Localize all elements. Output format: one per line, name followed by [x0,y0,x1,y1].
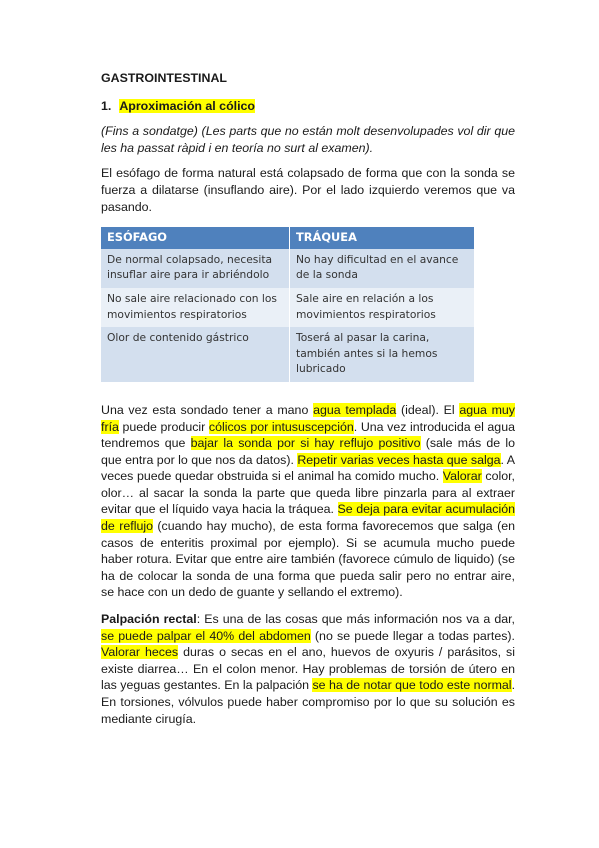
table-row [101,327,474,382]
text-run: puede producir [118,419,209,434]
section-title: Aproximación al cólico [119,98,255,113]
document-body [101,70,515,737]
text-run: . En torsiones, vólvulos puede haber compromiso por lo que su solución es mediante cirugía. [101,678,516,726]
highlight: Se deja para evitar acumulación de reflujo [101,502,515,534]
highlight: se puede palpar el 40% del abdomen [101,628,311,643]
table-header-row [101,227,474,249]
table-cell: No sale aire relacionado con los movimientos respiratorios [101,288,290,327]
table-cell: No hay dificultad en el avance de la sonda [290,249,475,288]
highlight: bajar la sonda por si hay reflujo positivo [190,436,421,451]
text-run: . Una vez introducida el agua tendremos que [101,419,515,451]
intro-paragraph: El esófago de forma natural está colapsado de forma que con la sonda se fuerza a dilatarse (insuflando aire). Por el lado izquierdo veremos que va pasando. [101,166,515,214]
comparison-table [101,227,474,382]
highlight: Valorar [442,469,482,484]
text-run: color, olor… al sacar la sonda la parte que queda libre pinzarla para al extraer evitar que el líquido vaya hacia la tráquea. [101,469,515,517]
text-run: duras o secas en el ano, huevos de oxyuris / parásitos, si existe diarrea… En el colon menor. Hay problemas de torsión de útero en las yeguas gestantes. En la palpación [101,645,516,693]
highlight: agua templada [313,402,397,417]
section-heading [101,98,515,115]
highlight: Repetir varias veces hasta que salga [297,452,501,467]
section-note: (Fins a sondatge) (Les parts que no están molt desenvolupades vol dir que les ha passat ràpid i en teoría no surt al examen). [101,124,515,155]
table-cell: Toserá al pasar la carina, también antes si la hemos lubricado [290,327,475,382]
text-run: Una vez esta sondado tener a mano [101,402,314,417]
text-run: (ideal). El [396,402,460,417]
document-title: GASTROINTESTINAL [101,71,227,85]
table-header-esofago: ESÓFAGO [101,227,290,249]
table-row [101,288,474,327]
table-header-traquea: TRÁQUEA [290,227,475,249]
table-cell: Sale aire en relación a los movimientos respiratorios [290,288,475,327]
palpacion-label: Palpación rectal [101,612,197,627]
highlight: se ha de notar que todo este normal [312,678,512,693]
text-run: . A veces puede quedar obstruida si el animal ha comido mucho. [101,452,515,484]
text-run: (no se puede llegar a todas partes). [310,628,516,643]
palpacion-paragraph [101,611,515,727]
highlight: Valorar heces [101,645,179,660]
highlight: agua muy fría [101,402,516,434]
table-cell: De normal colapsado, necesita insuflar aire para ir abriéndolo [101,249,290,288]
text-run: (cuando hay mucho), de esta forma favorecemos que salga (en casos de enteritis proximal por ejemplo). Si se acumula mucho puede haber rotura. Evitar que entre aire también (favorece cúmulo de liquido) (se ha de colocar la sonda de una forma que pueda salir pero no entrar aire, se hace con un dedo de guante y sellando el extremo). [101,519,515,600]
highlight: cólicos por intususcepción [208,419,354,434]
table-cell: Olor de contenido gástrico [101,327,290,382]
section-number: 1. [101,98,112,113]
table-row [101,249,474,288]
sondaje-paragraph [101,402,515,601]
text-run: (sale más de lo que entra por lo que nos da datos). [101,436,515,467]
text-run: : Es una de las cosas que más información nos va a dar, [196,612,515,627]
